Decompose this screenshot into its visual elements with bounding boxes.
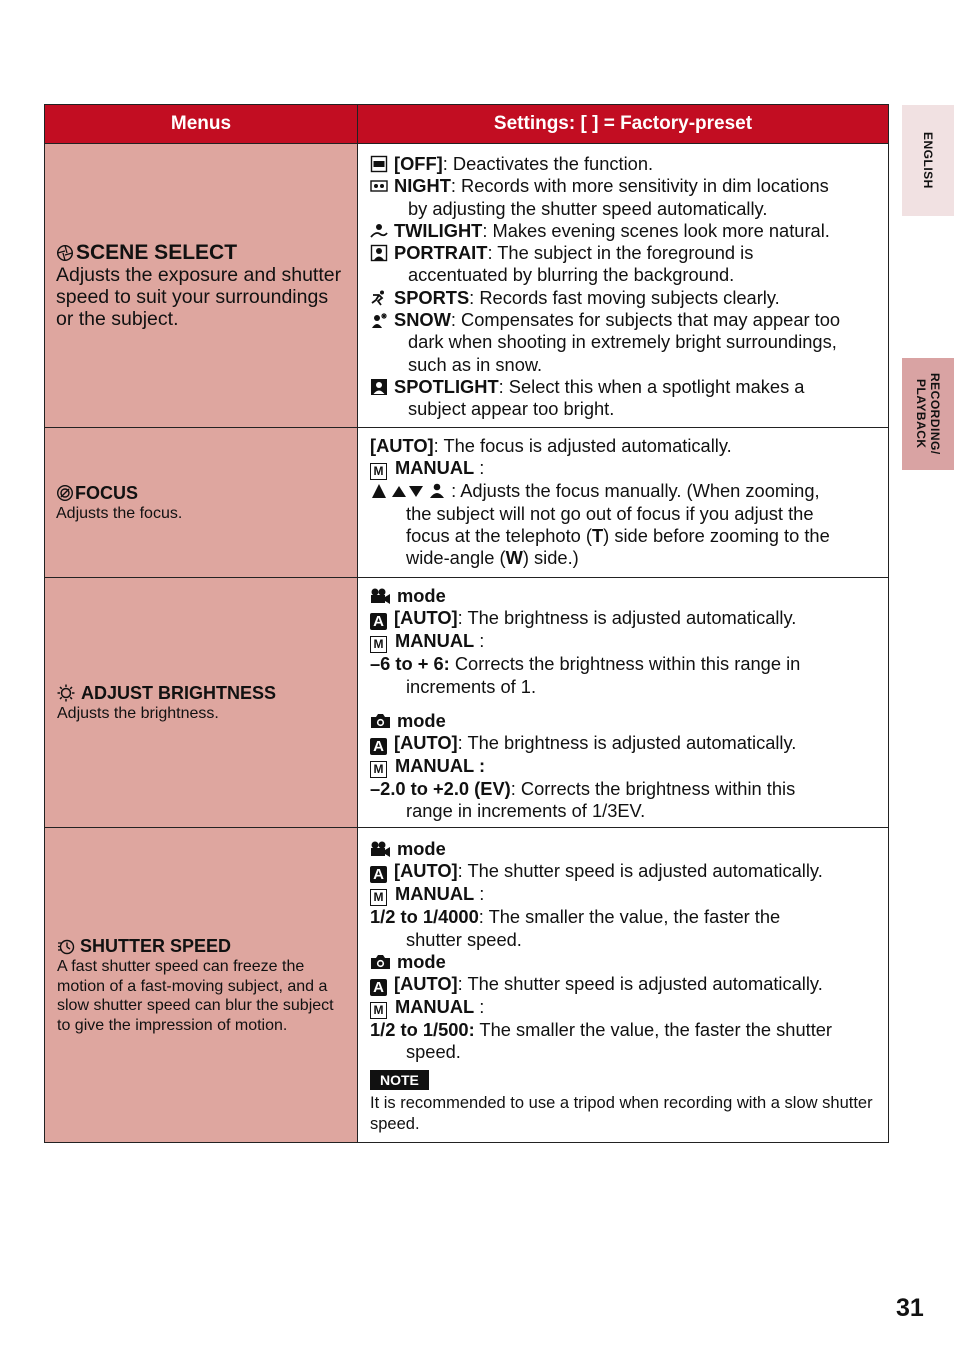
scene-select-icon (56, 244, 74, 262)
shutter-settings: mode A [AUTO]: The shutter speed is adjusted automatically. M MANUAL : 1/2 to 1/4000: The smaller the value, the faster the shutter speed. mode A [AUTO]: The shutter speed is adjusted automatically. M MANUAL : 1/2 to 1/500: The smaller the value, the faster the shutter speed. NOTE It is recommended to use a tripod when recording with a slow shutter speed. (358, 828, 889, 1143)
settings-header: Settings: [ ] = Factory-preset (358, 105, 889, 144)
focus-auto-line: [AUTO]: The focus is adjusted automatically. (370, 435, 732, 456)
shutter-range2-line: 1/2 to 1/500: The smaller the value, the faster the shutter (370, 1019, 833, 1041)
focus-menu (45, 428, 358, 578)
spotlight-icon (370, 378, 388, 396)
sports-icon (370, 289, 388, 307)
manual-icon: M (370, 761, 387, 778)
scene-spotlight-line: SPOTLIGHT: Select this when a spotlight makes a (370, 376, 878, 398)
manual-icon: M (370, 636, 387, 653)
video-camera-icon (370, 587, 391, 605)
up-down-arrows-icon (391, 482, 425, 500)
scene-select-title: SCENE SELECT (76, 240, 238, 264)
focus-icon (56, 484, 74, 502)
snow-icon (370, 311, 388, 329)
shutter-title: SHUTTER SPEED (80, 936, 232, 956)
manual-icon: M (370, 889, 387, 906)
auto-icon: A (370, 866, 387, 883)
scene-off-line: [OFF]: Deactivates the function. (370, 153, 878, 175)
shutter-menu (45, 828, 358, 1143)
auto-icon: A (370, 738, 387, 755)
scene-select-desc: Adjusts the exposure and shutter speed to suit your surroundings or the subject. (56, 263, 342, 330)
brightness-range-line: –6 to + 6: Corrects the brightness within this range in (370, 653, 801, 675)
brightness-desc: Adjusts the brightness. (57, 704, 219, 722)
brightness-ev-line: –2.0 to +2.0 (EV): Corrects the brightness within this (370, 778, 796, 800)
brightness-manual-line-2: M MANUAL : (370, 755, 878, 778)
note-text: It is recommended to use a tripod when recording with a slow shutter speed. (370, 1093, 873, 1133)
side-tab-recording-playback: RECORDING/ PLAYBACK (902, 358, 954, 470)
brightness-menu (45, 578, 358, 828)
table-header-row (45, 105, 889, 144)
side-tab-english: ENGLISH (902, 105, 954, 216)
scene-select-menu (45, 144, 358, 428)
shutter-video-mode: mode (370, 838, 878, 860)
brightness-auto-line-2: A [AUTO]: The brightness is adjusted automatically. (370, 732, 878, 755)
settings-table (44, 104, 889, 1143)
table-row (45, 578, 889, 828)
note-tag: NOTE (370, 1070, 429, 1090)
scene-select-settings: [OFF]: Deactivates the function. NIGHT: Records with more sensitivity in dim locations by adjusting the shutter speed automatically. TWILIGHT: Makes evening scenes look more natural. PORTRAIT: The subject in the foreground is accentuated by blurring the background. SPORTS: Records fast moving subjects clearly. SNOW: Compensates for subjects that may appear too dark when shooting in extremely bright surroundings, such as in snow. SPOTLIGHT: Select this when a spotlight makes a subject appear too bright. (358, 144, 889, 428)
still-camera-icon (370, 953, 391, 971)
shutter-auto-line-2: A [AUTO]: The shutter speed is adjusted automatically. (370, 973, 878, 996)
still-camera-icon (370, 712, 391, 730)
shutter-auto-line-1: A [AUTO]: The shutter speed is adjusted automatically. (370, 860, 878, 883)
shutter-desc: A fast shutter speed can freeze the motion of a fast-moving subject, and a slow shutter speed can blur the subject to give the impression of motion. (57, 958, 334, 1034)
shutter-manual-line-1: M MANUAL : (370, 883, 878, 906)
video-camera-icon (370, 840, 391, 858)
auto-icon: A (370, 613, 387, 630)
portrait-icon (370, 244, 388, 262)
scene-sports-line: SPORTS: Records fast moving subjects clearly. (370, 287, 878, 309)
night-icon (370, 177, 388, 195)
scene-portrait-line: PORTRAIT: The subject in the foreground is (370, 242, 878, 264)
focus-settings: [AUTO]: The focus is adjusted automatically. M MANUAL : : Adjusts the focus manually. (When zooming, the subject will not go out of focus if you adjust the focus at the telephoto (T) side before zooming to the wide-angle (W) side.) (358, 428, 889, 578)
off-icon (370, 155, 388, 173)
brightness-manual-line-1: M MANUAL : (370, 630, 878, 653)
brightness-title: ADJUST BRIGHTNESS (81, 682, 277, 703)
brightness-auto-line-1: A [AUTO]: The brightness is adjusted automatically. (370, 607, 878, 630)
focus-manual-line: M MANUAL : (370, 457, 878, 480)
brightness-settings: mode A [AUTO]: The brightness is adjusted automatically. M MANUAL : –6 to + 6: Corrects the brightness within this range in increments of 1. mode A [AUTO]: The brightness is adjusted automatically. M MANUAL : –2.0 to +2.0 (EV): Corrects the brightness within this range in increments of 1/3EV. (358, 578, 889, 828)
scene-snow-line: SNOW: Compensates for subjects that may appear too (370, 309, 878, 331)
table-row (45, 828, 889, 1143)
table-row (45, 144, 889, 428)
auto-icon: A (370, 979, 387, 996)
manual-icon: M (370, 463, 387, 480)
manual-icon: M (370, 1002, 387, 1019)
shutter-range1-line: 1/2 to 1/4000: The smaller the value, the faster the (370, 906, 781, 928)
focus-title: FOCUS (75, 482, 138, 503)
far-focus-icon (428, 482, 446, 500)
scene-twilight-line: TWILIGHT: Makes evening scenes look more natural. (370, 220, 878, 242)
page-number: 31 (896, 1294, 924, 1322)
near-focus-icon (370, 482, 388, 500)
shutter-camera-mode: mode (370, 951, 878, 973)
brightness-video-mode: mode (370, 585, 878, 607)
shutter-manual-line-2: M MANUAL : (370, 996, 878, 1019)
brightness-sun-icon (57, 684, 75, 702)
table-row (45, 428, 889, 578)
shutter-speed-icon (57, 937, 75, 955)
scene-night-line: NIGHT: Records with more sensitivity in dim locations (370, 175, 878, 197)
focus-desc: Adjusts the focus. (56, 504, 183, 522)
menus-header: Menus (45, 105, 358, 144)
brightness-camera-mode: mode (370, 710, 878, 732)
focus-adjust-line: : Adjusts the focus manually. (When zooming, (370, 480, 878, 502)
twilight-icon (370, 222, 388, 240)
